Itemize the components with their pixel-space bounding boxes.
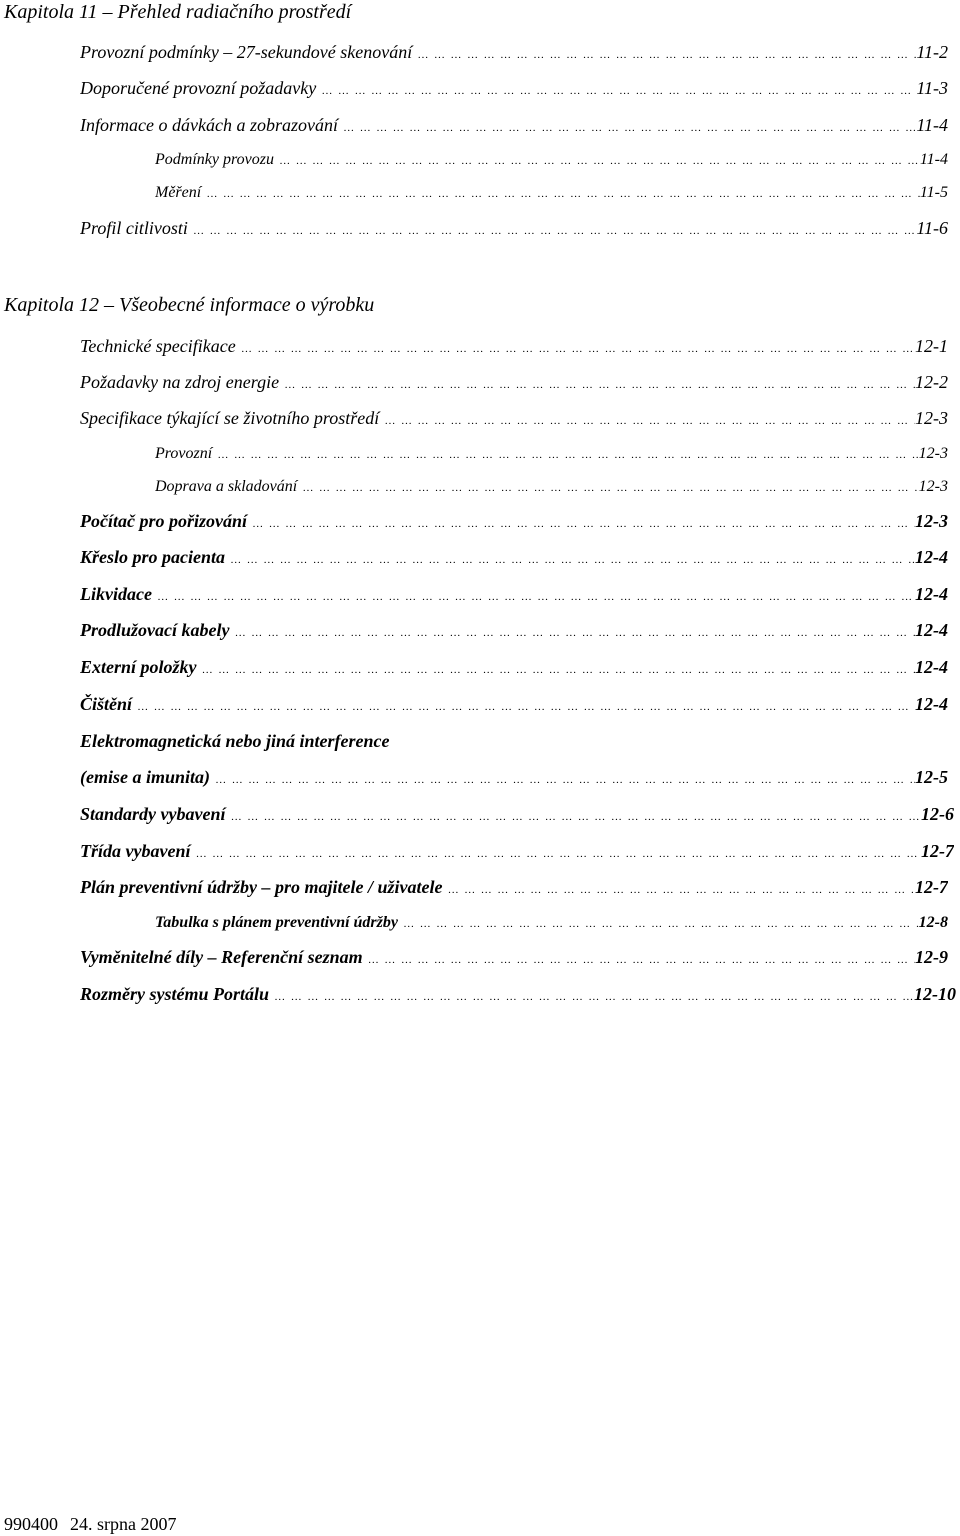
toc-entry-title: Tabulka s plánem preventivní údržby	[155, 914, 398, 931]
dot-leader	[269, 985, 914, 1009]
toc-entry-title: Profil citlivosti	[80, 218, 188, 238]
dot-leader	[247, 512, 915, 536]
dot-leader	[210, 768, 915, 792]
toc-entry[interactable]	[80, 406, 948, 433]
dot-leader	[225, 548, 915, 572]
toc-entry-page: 12-4	[915, 547, 948, 567]
toc-entry-page: 12-7	[921, 841, 954, 861]
toc-entry[interactable]	[80, 839, 954, 866]
toc-entry[interactable]	[80, 76, 948, 103]
toc-entry-title: Provozní	[155, 445, 213, 462]
toc-entry-title: Požadavky na zdroj energie	[80, 372, 280, 392]
dot-leader	[279, 373, 915, 397]
toc-entry-page: 12-5	[915, 767, 948, 787]
toc-entry[interactable]	[80, 334, 948, 361]
dot-leader	[152, 585, 915, 609]
toc-entry-title: Plán preventivní údržby – pro majitele / uživatele	[80, 877, 443, 897]
toc-entry-page: 11-5	[919, 184, 948, 201]
toc-entry-page: 12-2	[915, 372, 948, 392]
toc-entry-page: 12-9	[915, 947, 948, 967]
toc-entry[interactable]	[155, 911, 948, 936]
dot-leader	[316, 79, 916, 103]
toc-entry-page: 12-8	[918, 914, 948, 931]
toc-entry[interactable]	[80, 618, 948, 645]
footer-date: 24. srpna 2007	[70, 1514, 177, 1534]
toc-entry-title: Vyměnitelné díly – Referenční seznam	[80, 947, 363, 967]
toc-entry[interactable]	[155, 148, 948, 173]
dot-leader	[274, 149, 920, 173]
dot-leader	[236, 337, 915, 361]
dot-leader	[297, 476, 918, 500]
toc-entry-title: Standardy vybavení	[80, 804, 226, 824]
toc-entry[interactable]	[155, 181, 948, 206]
toc-entry-title: Křeslo pro pacienta	[80, 547, 226, 567]
dot-leader	[363, 948, 915, 972]
toc-entry[interactable]	[155, 442, 948, 467]
toc-entry-page: 11-2	[916, 42, 948, 62]
toc-entry[interactable]	[155, 475, 948, 500]
dot-leader	[398, 912, 919, 936]
dot-leader	[229, 621, 915, 645]
toc-entry-title: Technické specifikace	[80, 336, 236, 356]
toc-entry-title: Elektromagnetická nebo jiná interference	[80, 731, 390, 751]
toc-entry-page: 11-3	[916, 78, 948, 98]
toc-entry-page: 12-4	[915, 584, 948, 604]
dot-leader	[190, 842, 921, 866]
toc-entry-title: Měření	[155, 184, 202, 201]
toc-entry[interactable]	[80, 802, 954, 829]
toc-entry-title: Čištění	[80, 694, 133, 714]
dot-leader	[212, 443, 918, 467]
toc-entry-page: 12-3	[915, 408, 948, 428]
page-footer	[4, 1512, 177, 1536]
toc-entry-page: 12-3	[915, 511, 948, 531]
toc-entry[interactable]	[80, 945, 948, 972]
toc-entry-page: 12-4	[915, 657, 948, 677]
toc-entry-title: Provozní podmínky – 27-sekundové skenování	[80, 42, 413, 62]
toc-entry[interactable]	[80, 655, 948, 682]
toc-entry[interactable]	[80, 582, 948, 609]
toc-entry-title: Podmínky provozu	[155, 151, 274, 168]
toc-entry-page: 11-6	[916, 218, 948, 238]
dot-leader	[412, 43, 916, 67]
toc-entry-page: 12-1	[915, 336, 948, 356]
toc-entry-title: Počítač pro pořizování	[80, 511, 247, 531]
toc-entry[interactable]	[80, 729, 948, 753]
toc-entry-title: Rozměry systému Portálu	[80, 984, 270, 1004]
toc-entry-title: Prodlužovací kabely	[80, 620, 230, 640]
footer-doc-number: 990400	[4, 1514, 58, 1534]
toc-entry-title: (emise a imunita)	[80, 767, 210, 787]
toc-entry-page: 11-4	[919, 151, 948, 168]
toc-entry-title: Doporučené provozní požadavky	[80, 78, 317, 98]
toc-entry[interactable]	[80, 875, 948, 902]
toc-entry[interactable]	[80, 370, 948, 397]
toc-entry-page: 12-3	[918, 478, 948, 495]
toc-entry[interactable]	[80, 113, 948, 140]
toc-entry-page: 12-4	[915, 694, 948, 714]
toc-entry[interactable]	[80, 40, 948, 67]
dot-leader	[201, 182, 920, 206]
toc-entry-page: 12-10	[914, 984, 956, 1004]
chapter-heading: Kapitola 12 – Všeobecné informace o výrobku	[4, 294, 375, 316]
dot-leader	[226, 805, 922, 829]
dot-leader	[442, 878, 915, 902]
toc-entry[interactable]	[80, 765, 948, 792]
toc-entry[interactable]	[80, 509, 948, 536]
toc-entry-page: 11-4	[916, 115, 948, 135]
dot-leader	[338, 116, 916, 140]
dot-leader	[132, 695, 915, 719]
dot-leader	[379, 409, 915, 433]
toc-entry-title: Specifikace týkající se životního prostředí	[80, 408, 380, 428]
toc-entry-page: 12-7	[915, 877, 948, 897]
dot-leader	[188, 219, 917, 243]
toc-entry[interactable]	[80, 982, 956, 1009]
toc-entry-page: 12-6	[921, 804, 954, 824]
chapter-heading: Kapitola 11 – Přehled radiačního prostředí	[4, 1, 352, 23]
toc-entry-title: Informace o dávkách a zobrazování	[80, 115, 338, 135]
toc-entry-title: Doprava a skladování	[155, 478, 298, 495]
toc-entry[interactable]	[80, 545, 948, 572]
toc-entry-title: Třída vybavení	[80, 841, 191, 861]
dot-leader	[197, 658, 915, 682]
toc-entry[interactable]	[80, 692, 948, 719]
toc-entry[interactable]	[80, 216, 948, 243]
toc-entry-page: 12-3	[918, 445, 948, 462]
toc-entry-title: Likvidace	[80, 584, 152, 604]
toc-entry-title: Externí položky	[80, 657, 197, 677]
toc-entry-page: 12-4	[915, 620, 948, 640]
